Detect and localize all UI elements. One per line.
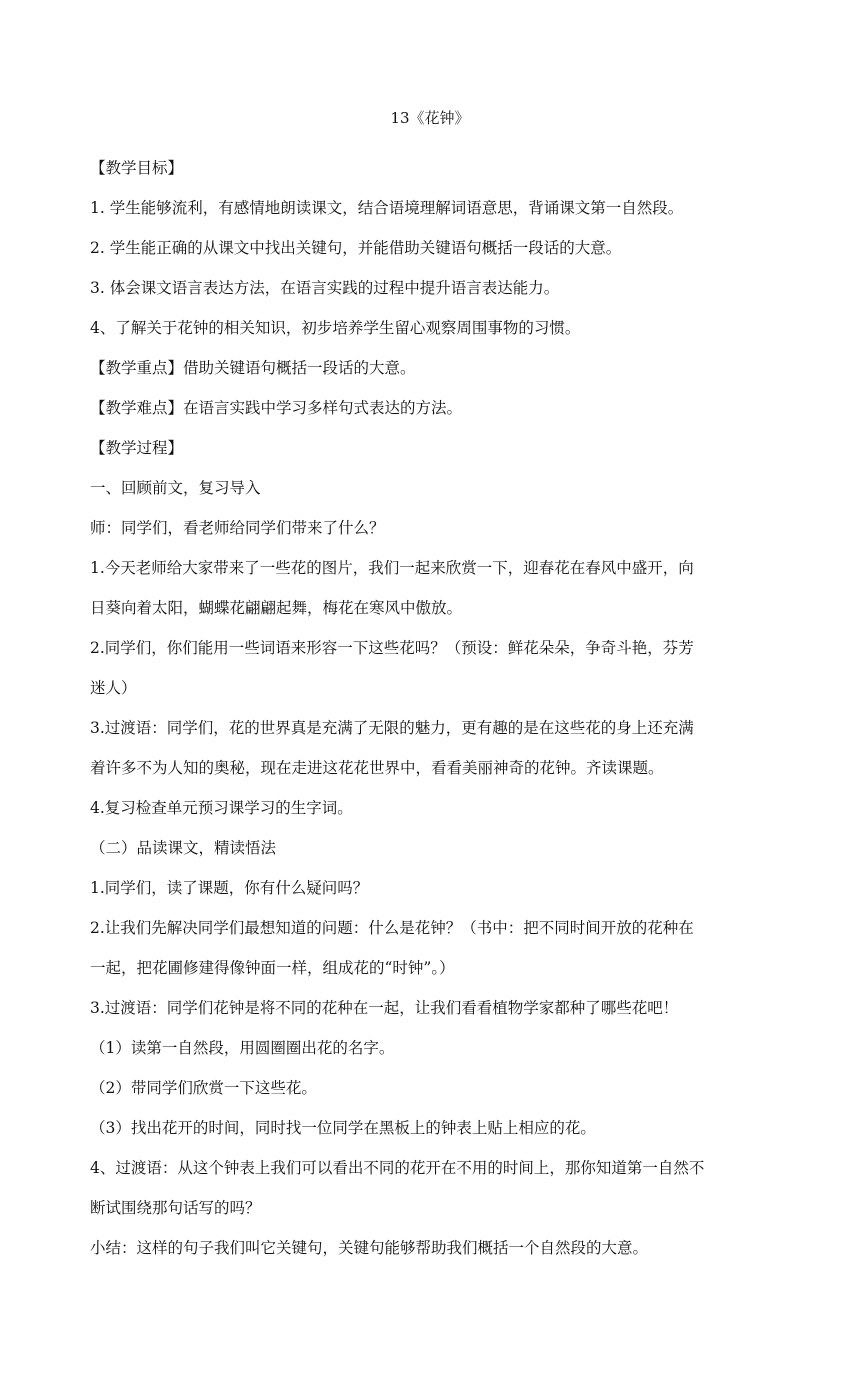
- paragraph-line: 小结：这样的句子我们叫它关键句，关键句能够帮助我们概括一个自然段的大意。: [90, 1239, 649, 1257]
- paragraph-line: 师：同学们，看老师给同学们带来了什么？: [90, 519, 385, 537]
- paragraph-line: （1）读第一自然段，用圆圈圈出花的名字。: [90, 1039, 395, 1057]
- paragraph-line: 4、了解关于花钟的相关知识，初步培养学生留心观察周围事物的习惯。: [90, 319, 581, 337]
- paragraph-line: （3）找出花开的时间，同时找一位同学在黑板上的钟表上贴上相应的花。: [90, 1119, 596, 1137]
- paragraph-line: 一起，把花圃修建得像钟面一样，组成花的“时钟”。）: [90, 959, 455, 977]
- paragraph-line: 4、过渡语：从这个钟表上我们可以看出不同的花开在不用的时间上，那你知道第一自然不: [90, 1159, 705, 1177]
- paragraph-line: 日葵向着太阳，蝴蝶花翩翩起舞，梅花在寒风中傲放。: [90, 599, 463, 617]
- paragraph-line: 2.同学们，你们能用一些词语来形容一下这些花吗？（预设：鲜花朵朵，争奇斗艳，芬芳: [90, 639, 694, 657]
- paragraph-line: 【教学难点】在语言实践中学习多样句式表达的方法。: [90, 399, 463, 417]
- document-body: [90, 148, 780, 1268]
- paragraph-line: 1.今天老师给大家带来了一些花的图片，我们一起来欣赏一下，迎春花在春风中盛开，向: [90, 559, 694, 577]
- paragraph-line: 断试围绕那句话写的吗？: [90, 1199, 261, 1217]
- paragraph-line: 【教学目标】: [90, 159, 184, 177]
- paragraph-line: 2.让我们先解决同学们最想知道的问题：什么是花钟？（书中：把不同时间开放的花种在: [90, 919, 694, 937]
- document-title: 13《花钟》: [390, 109, 470, 127]
- paragraph-line: （二）品读课文，精读悟法: [90, 839, 277, 857]
- paragraph-line: 着许多不为人知的奥秘，现在走进这花花世界中，看看美丽神奇的花钟。齐读课题。: [90, 759, 664, 777]
- paragraph-line: 一、回顾前文，复习导入: [90, 479, 261, 497]
- paragraph-line: 2. 学生能正确的从课文中找出关键句，并能借助关键语句概括一段话的大意。: [90, 239, 622, 257]
- paragraph-line: 4.复习检查单元预习课学习的生字词。: [90, 799, 353, 817]
- paragraph-line: 1. 学生能够流利，有感情地朗读课文，结合语境理解词语意思，背诵课文第一自然段。: [90, 199, 684, 217]
- paragraph-line: 3. 体会课文语言表达方法，在语言实践的过程中提升语言表达能力。: [90, 279, 560, 297]
- paragraph-line: 【教学过程】: [90, 439, 184, 457]
- paragraph-line: 【教学重点】借助关键语句概括一段话的大意。: [90, 359, 416, 377]
- paragraph-line: 3.过渡语：同学们，花的世界真是充满了无限的魅力，更有趣的是在这些花的身上还充满: [90, 719, 694, 737]
- paragraph-line: （2）带同学们欣赏一下这些花。: [90, 1079, 317, 1097]
- paragraph-line: 3.过渡语：同学们花钟是将不同的花种在一起，让我们看看植物学家都种了哪些花吧！: [90, 999, 679, 1017]
- paragraph-line: 迷人）: [90, 679, 137, 697]
- paragraph-line: 1.同学们，读了课题，你有什么疑问吗？: [90, 879, 369, 897]
